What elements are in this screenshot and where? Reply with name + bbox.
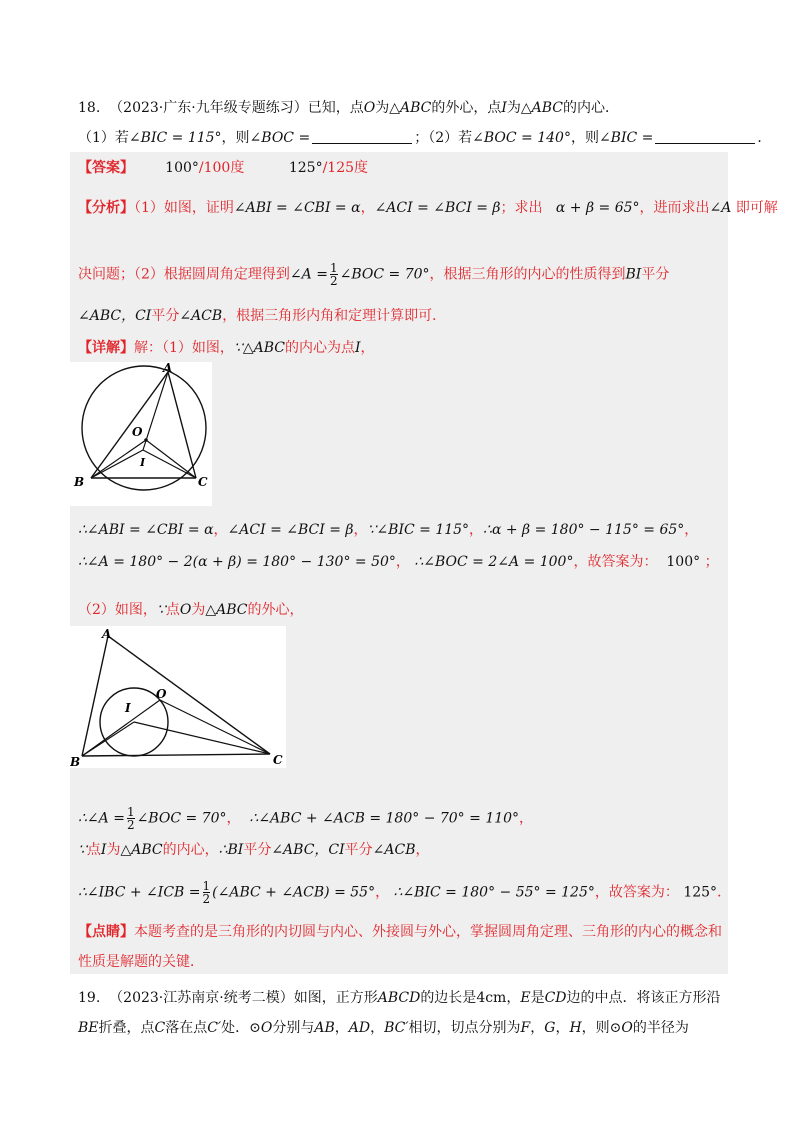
q18-analysis-3: ∠ABC，CI平分∠ACB，根据三角形内角和定理计算即可． [78,308,447,324]
q18-step-2: ∴∠A = 180° − 2(α + β) = 180° − 130° = 50°， ∴∠BOC = 2∠A = 100°，故答案为： 100° ； [78,554,719,570]
q18-answer: 【答案】 100°/100度 125°/125度 [78,160,369,176]
q19-stem-1: 19. （2023·江苏南京·统考二模）如图，正方形ABCD的边长是4cm，E是CD边的中点．将该正方形沿 [78,990,721,1006]
fig2-label-C: C [273,753,283,767]
fig2-label-A: A [102,627,112,641]
answer-blank-1[interactable] [312,129,412,144]
fig2-label-I: I [125,701,131,715]
fig2-label-B: B [70,755,81,768]
answer-blank-2[interactable] [655,129,755,144]
q18-analysis-2: 决问题；（2）根据圆周角定理得到∠A = $\frac{1}{2}$ ∠BOC = 70°，根据三角形的内心的性质得到BI平分 [78,261,670,288]
q18-parts: （1）若∠BIC = 115°，则∠BOC = ；（2）若∠BOC = 140°，则∠BIC = ． [78,130,772,146]
q19-stem-2: BE折叠，点C落在点C′处．⊙O分别与AB，AD，BC′相切，切点分别为F，G，H，则⊙O的半径为 [78,1020,689,1036]
q18-part2-intro: （2）如图，∵点O为△ABC的外心， [78,602,304,618]
q18-analysis-1: 【分析】（1）如图，证明∠ABI = ∠CBI = α，∠ACI = ∠BCI = β；求出 α + β = 65°，进而求出∠A 即可解 [78,200,778,216]
q18-step-3: ∴∠A = $\frac{1}{2}$ ∠BOC = 70°， ∴∠ABC + ∠ACB = 180° − 70° = 110°， [78,805,534,832]
q18-comment-2: 性质是解题的关键． [78,954,204,970]
q18-detail-intro: 【详解】解：（1）如图，∵△ABC的内心为点I， [78,340,375,356]
figure-2 [70,626,286,768]
q18-stem: 18. （2023·广东·九年级专题练习）已知，点O为△ABC的外心，点I为△ABC的内心． [78,100,619,116]
fig1-label-O: O [132,425,143,439]
fig1-label-C: C [198,475,208,489]
fig2-label-O: O [156,687,167,701]
q18-step-4: ∵点I为△ABC的内心，∴BI平分∠ABC，CI平分∠ACB， [78,842,430,858]
q18-comment-1: 【点睛】本题考查的是三角形的内切圆与内心、外接圆与外心，掌握圆周角定理、三角形的内心的概念和 [78,924,722,940]
figure-1 [70,362,212,506]
fig1-label-B: B [74,475,85,489]
fig1-label-A: A [163,362,173,375]
q18-step-1: ∴∠ABI = ∠CBI = α，∠ACI = ∠BCI = β，∵∠BIC = 115°，∴α + β = 180° − 115° = 65°， [78,522,699,538]
fig1-label-I: I [140,456,146,469]
q18-step-5: ∴∠IBC + ∠ICB = $\frac{1}{2}$ (∠ABC + ∠ACB) = 55°， ∴∠BIC = 180° − 55° = 125°，故答案为： 125°． [78,879,732,906]
